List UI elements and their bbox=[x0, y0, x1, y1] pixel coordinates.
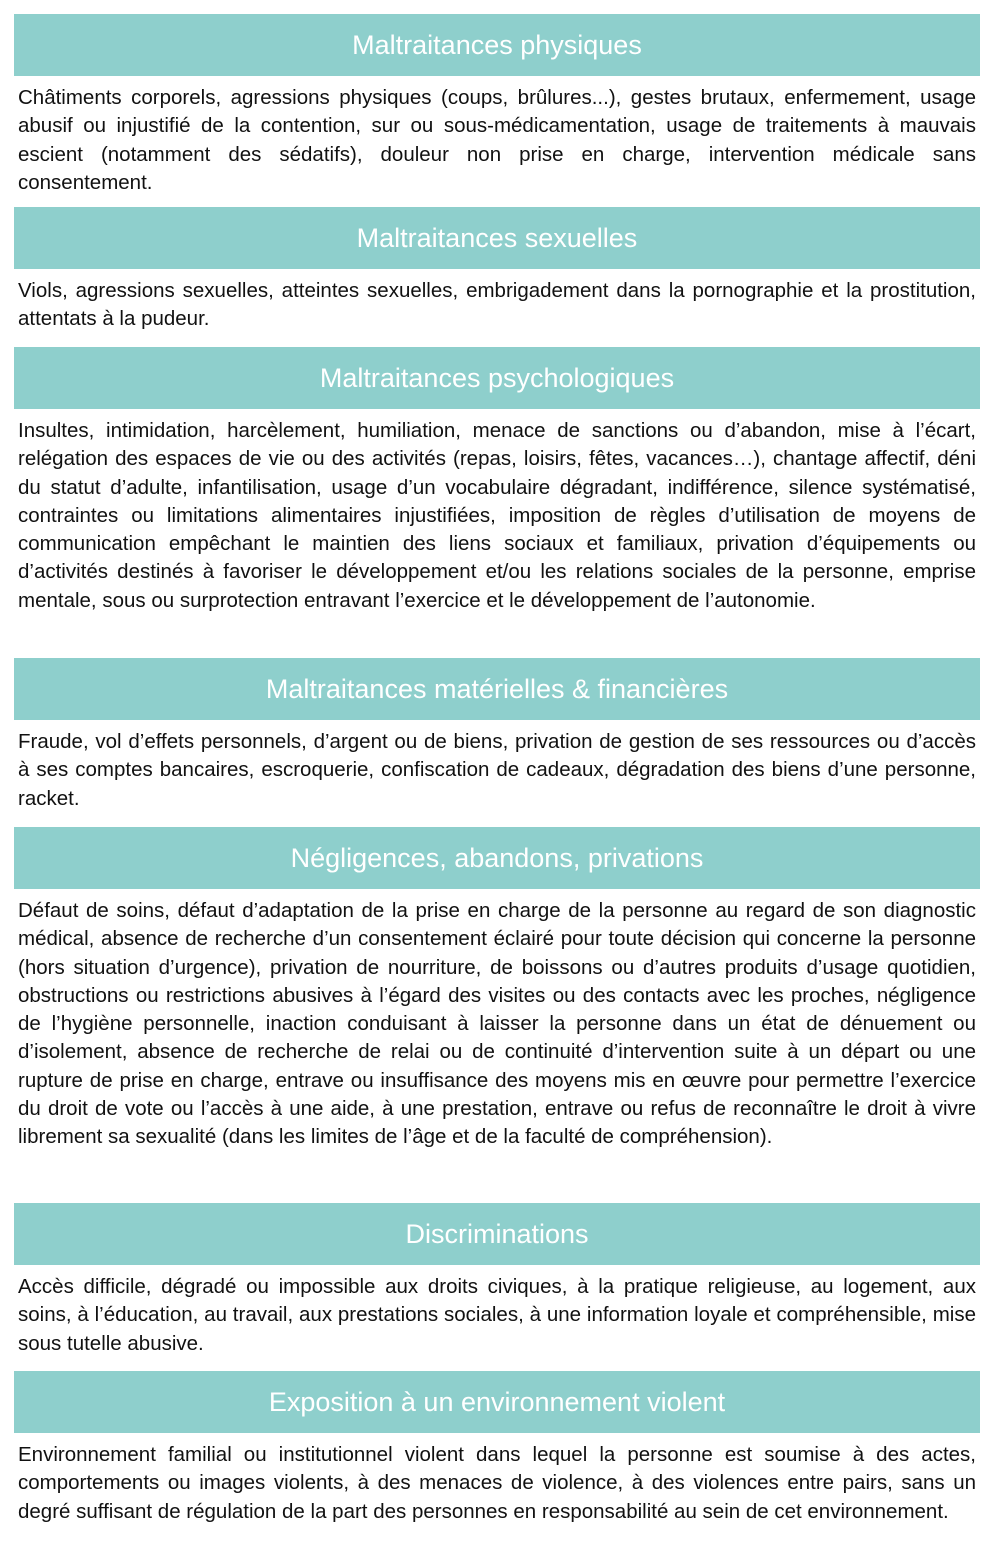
section-text: Insultes, intimidation, harcèlement, humiliation, menace de sanctions ou d’abandon, mise à l’écart, relégation des espaces de vie ou des activités (repas, loisirs, fêtes, vacances…), chantage affectif, déni du statut d’adulte, infantilisation, usage d’un vocabulaire dégradant, indifférence, silence systématisé, contraintes ou limitations alimentaires injustifiées, imposition de règles d’utilisation de moyens de communication empêchant le maintien des liens sociaux et familiaux, privation d’équipements ou d’activités destinés à favoriser le développement et/ou les relations sociales de la personne, emprise mentale, sous ou surprotection entravant l’exercice et le développement de l’autonomie. bbox=[18, 419, 976, 612]
section-discriminations bbox=[14, 1203, 980, 1358]
section-maltraitances-physiques bbox=[14, 14, 980, 197]
section-title: Négligences, abandons, privations bbox=[14, 827, 980, 889]
section-title: Maltraitances matérielles & financières bbox=[14, 658, 980, 720]
section-text: Défaut de soins, défaut d’adaptation de la prise en charge de la personne au regard de son diagnostic médical, absence de recherche d’un consentement éclairé pour toute décision qui concerne la personne (hors situation d’urgence), privation de nourriture, de boissons ou d’autres produits d’usage quotidien, obstructions ou restrictions abusives à l’égard des visites ou des contacts avec les proches, négligence de l’hygiène personnelle, inaction conduisant à laisser la personne dans un état de dénuement ou d’isolement, absence de recherche de relai ou de continuité d’intervention suite à un départ ou une rupture de prise en charge, entrave ou insuffisance des moyens mis en œuvre pour permettre l’exercice du droit de vote ou l’accès à une aide, à une prestation, entrave ou refus de reconnaître le droit à vivre librement sa sexualité (dans les limites de l’âge et de la faculté de compréhension). bbox=[18, 899, 976, 1149]
section-title: Maltraitances psychologiques bbox=[14, 347, 980, 409]
section-title: Maltraitances sexuelles bbox=[14, 207, 980, 269]
section-text: Fraude, vol d’effets personnels, d’argent ou de biens, privation de gestion de ses ressources ou d’accès à ses comptes bancaires, escroquerie, confiscation de cadeaux, dégradation des biens d’une personne, racket. bbox=[18, 730, 976, 810]
section-maltraitances-sexuelles bbox=[14, 207, 980, 334]
section-maltraitances-materielles-financieres bbox=[14, 658, 980, 813]
section-text: Viols, agressions sexuelles, atteintes sexuelles, embrigadement dans la pornographie et la prostitution, attentats à la pudeur. bbox=[18, 279, 976, 331]
section-title: Maltraitances physiques bbox=[14, 14, 980, 76]
section-title: Exposition à un environnement violent bbox=[14, 1371, 980, 1433]
section-title: Discriminations bbox=[14, 1203, 980, 1265]
section-negligences-abandons-privations bbox=[14, 827, 980, 1152]
section-text: Accès difficile, dégradé ou impossible aux droits civiques, à la pratique religieuse, au logement, aux soins, à l’éducation, au travail, aux prestations sociales, à une information loyale et compréhensible, mise sous tutelle abusive. bbox=[18, 1275, 976, 1355]
section-maltraitances-psychologiques bbox=[14, 347, 980, 615]
section-exposition-environnement-violent bbox=[14, 1371, 980, 1526]
section-text: Châtiments corporels, agressions physiques (coups, brûlures...), gestes brutaux, enfermement, usage abusif ou injustifié de la contention, sur ou sous-médicamentation, usage de traitements à mauvais escient (notamment des sédatifs), douleur non prise en charge, intervention médicale sans consentement. bbox=[18, 86, 976, 194]
section-text: Environnement familial ou institutionnel violent dans lequel la personne est soumise à des actes, comportements ou images violents, à des menaces de violence, à des violences entre pairs, sans un degré suffisant de régulation de la part des personnes en responsabilité au sein de cet environnement. bbox=[18, 1443, 976, 1523]
